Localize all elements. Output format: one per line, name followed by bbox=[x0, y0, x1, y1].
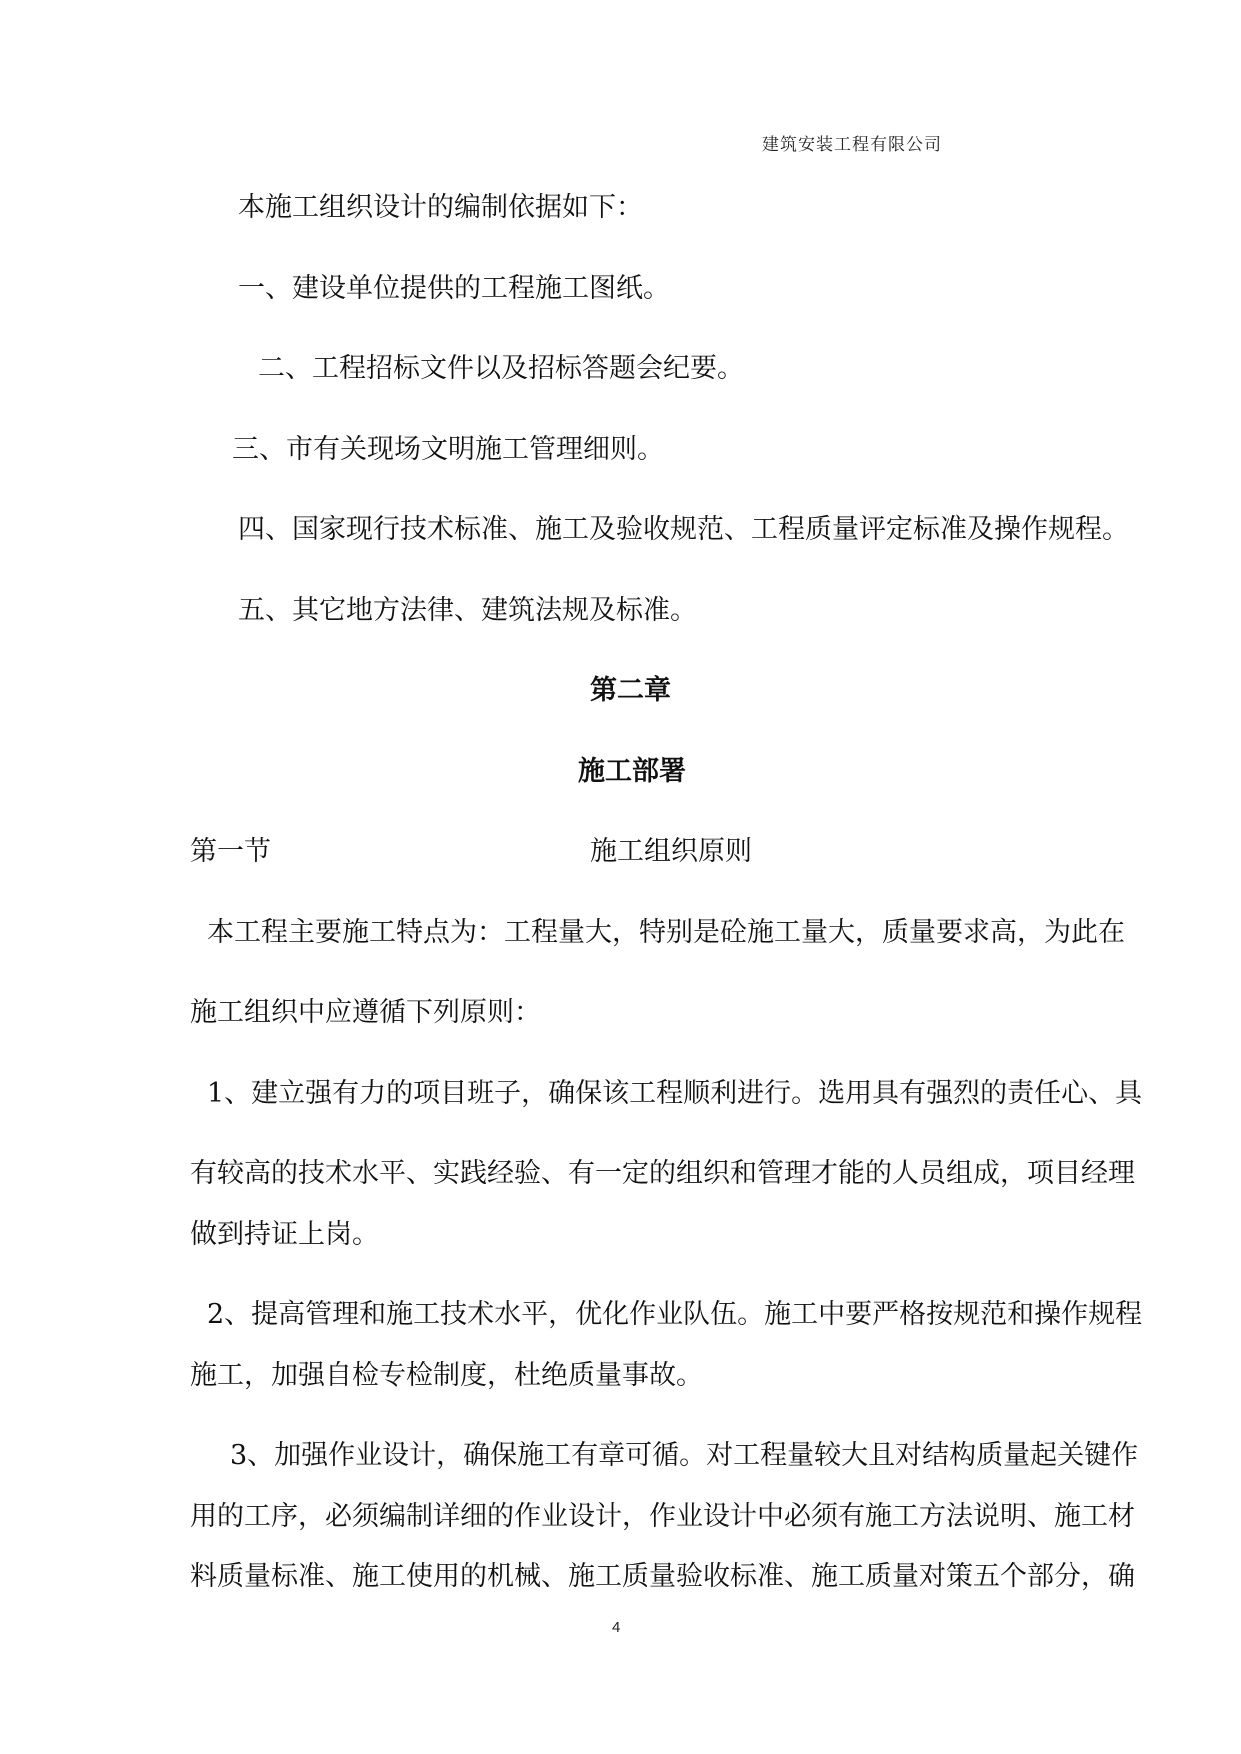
basis-item-2: 二、工程招标文件以及招标答题会纪要。 bbox=[258, 353, 744, 384]
page-number: 4 bbox=[612, 1619, 621, 1636]
chapter-title: 施工部署 bbox=[578, 756, 686, 787]
principle-3-line-2: 用的工序，必须编制详细的作业设计，作业设计中必须有施工方法说明、施工材 bbox=[190, 1501, 1135, 1532]
body-intro-line-1: 本工程主要施工特点为：工程量大，特别是砼施工量大，质量要求高，为此在 bbox=[207, 917, 1125, 948]
principle-2-line-2: 施工，加强自检专检制度，杜绝质量事故。 bbox=[190, 1360, 703, 1391]
section-title: 施工组织原则 bbox=[590, 836, 752, 867]
running-header-company: 建筑安装工程有限公司 bbox=[762, 135, 942, 155]
basis-item-5: 五、其它地方法律、建筑法规及标准。 bbox=[238, 595, 697, 626]
principle-2-line-1: 2、提高管理和施工技术水平，优化作业队伍。施工中要严格按规范和操作规程 bbox=[207, 1299, 1143, 1330]
basis-intro: 本施工组织设计的编制依据如下： bbox=[238, 192, 643, 223]
chapter-number: 第二章 bbox=[590, 675, 671, 706]
section-number: 第一节 bbox=[190, 836, 271, 867]
principle-3-line-1: 3、加强作业设计，确保施工有章可循。对工程量较大且对结构质量起关键作 bbox=[230, 1440, 1139, 1471]
principle-3-line-3: 料质量标准、施工使用的机械、施工质量验收标准、施工质量对策五个部分，确 bbox=[190, 1561, 1135, 1592]
principle-1-line-3: 做到持证上岗。 bbox=[190, 1219, 379, 1250]
principle-1-line-1: 1、建立强有力的项目班子，确保该工程顺利进行。选用具有强烈的责任心、具 bbox=[207, 1078, 1143, 1109]
body-intro-line-2: 施工组织中应遵循下列原则： bbox=[190, 997, 541, 1028]
basis-item-1: 一、建设单位提供的工程施工图纸。 bbox=[238, 273, 670, 304]
basis-item-3: 三、市有关现场文明施工管理细则。 bbox=[232, 434, 664, 465]
principle-1-line-2: 有较高的技术水平、实践经验、有一定的组织和管理才能的人员组成，项目经理 bbox=[190, 1158, 1135, 1189]
basis-item-4: 四、国家现行技术标准、施工及验收规范、工程质量评定标准及操作规程。 bbox=[238, 514, 1129, 545]
